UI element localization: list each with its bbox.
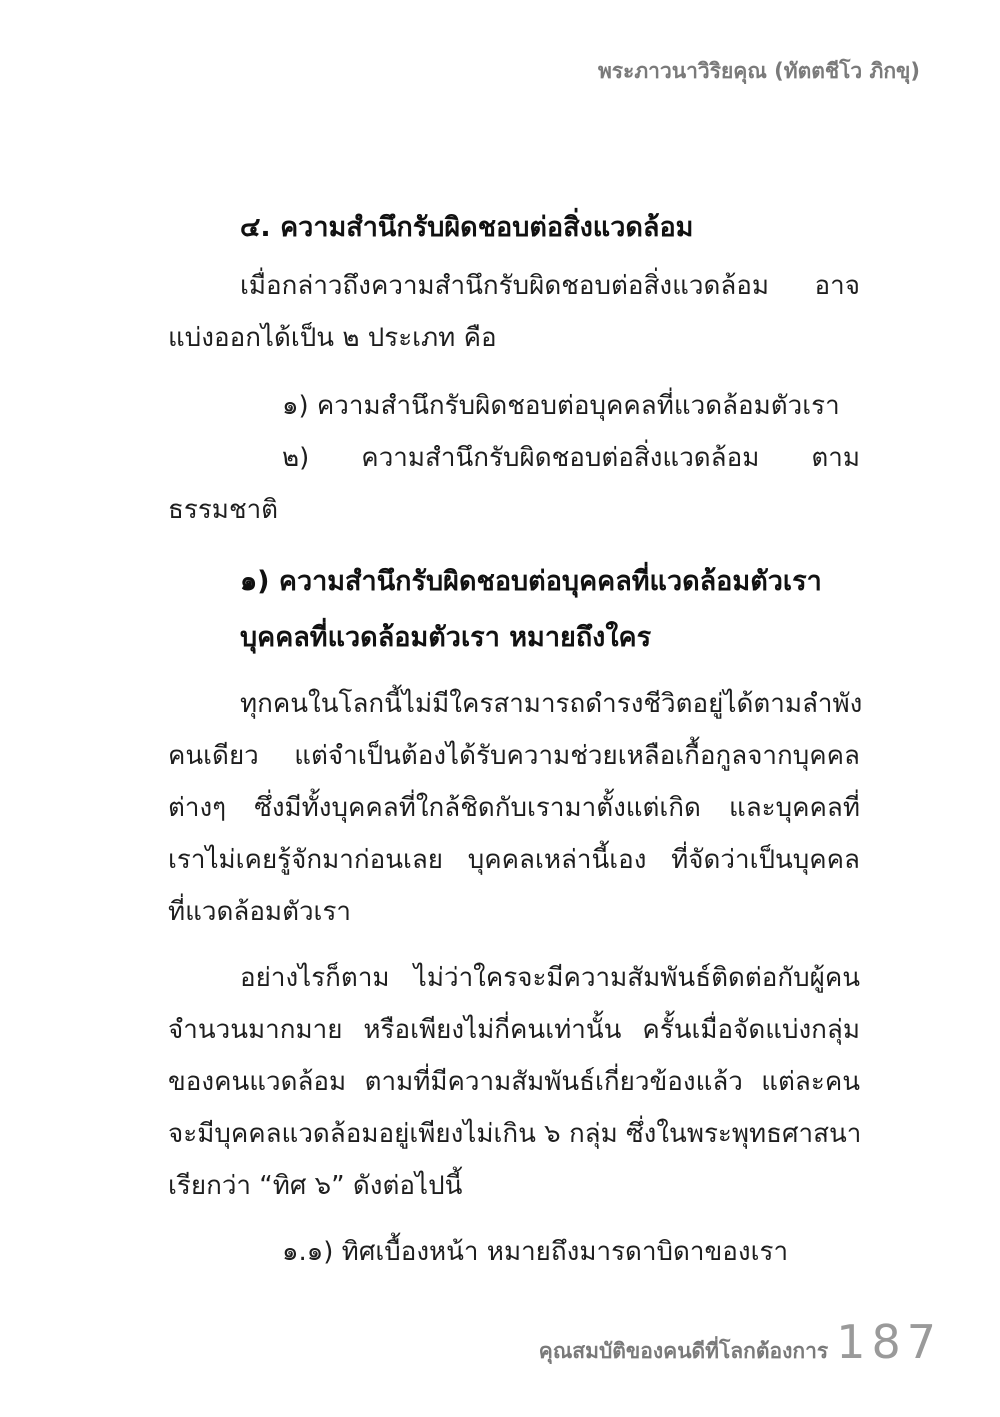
paragraph-line: จะมีบุคคลแวดล้อมอยู่เพียงไม่เกิน ๖ กลุ่ม ซึ่งในพระพุทธศาสนา (168, 1119, 862, 1149)
list-item-direction1: ๑.๑) ทิศเบื้องหน้า หมายถึงมารดาบิดาของเรา (282, 1237, 789, 1267)
subsection-question-heading: บุคคลที่แวดล้อมตัวเรา หมายถึงใคร (240, 622, 652, 653)
page-footer (539, 1315, 942, 1369)
paragraph-line: จำนวนมากมาย หรือเพียงไม่กี่คนเท่านั้น ครั้นเมื่อจัดแบ่งกลุ่ม (168, 1015, 860, 1045)
list-item-type2: ๒) ความสำนึกรับผิดชอบต่อสิ่งแวดล้อม ตาม (282, 443, 860, 473)
page-number: 187 (836, 1315, 942, 1369)
paragraph-line: เราไม่เคยรู้จักมาก่อนเลย บุคคลเหล่านี้เอง ที่จัดว่าเป็นบุคคล (168, 845, 860, 875)
paragraph-line: ของคนแวดล้อม ตามที่มีความสัมพันธ์เกี่ยวข้องแล้ว แต่ละคน (168, 1067, 860, 1097)
paragraph-line: คนเดียว แต่จำเป็นต้องได้รับความช่วยเหลือเกื้อกูลจากบุคคล (168, 741, 860, 771)
list-item-type2-continuation: ธรรมชาติ (168, 495, 279, 525)
section-heading: ๔. ความสำนึกรับผิดชอบต่อสิ่งแวดล้อม (240, 212, 694, 243)
intro-paragraph-line: เมื่อกล่าวถึงความสำนึกรับผิดชอบต่อสิ่งแวดล้อม อาจ (240, 271, 860, 301)
paragraph-line: เรียกว่า “ทิศ ๖” ดังต่อไปนี้ (168, 1171, 463, 1201)
list-item-type1: ๑) ความสำนึกรับผิดชอบต่อบุคคลที่แวดล้อมตัวเรา (282, 391, 840, 421)
paragraph-line: อย่างไรก็ตาม ไม่ว่าใครจะมีความสัมพันธ์ติดต่อกับผู้คน (240, 963, 860, 993)
paragraph-line: ต่างๆ ซึ่งมีทั้งบุคคลที่ใกล้ชิดกับเรามาตั้งแต่เกิด และบุคคลที่ (168, 793, 860, 823)
running-header: พระภาวนาวิริยคุณ (ทัตตชีโว ภิกขุ) (597, 59, 920, 83)
footer-book-title: คุณสมบัติของคนดีที่โลกต้องการ (538, 1339, 829, 1363)
subsection-heading: ๑) ความสำนึกรับผิดชอบต่อบุคคลที่แวดล้อมตัวเรา (240, 566, 822, 597)
paragraph-line: ที่แวดล้อมตัวเรา (168, 897, 352, 927)
intro-paragraph-line: แบ่งออกได้เป็น ๒ ประเภท คือ (168, 323, 497, 353)
paragraph-line: ทุกคนในโลกนี้ไม่มีใครสามารถดำรงชีวิตอยู่ได้ตามลำพัง (240, 689, 863, 719)
